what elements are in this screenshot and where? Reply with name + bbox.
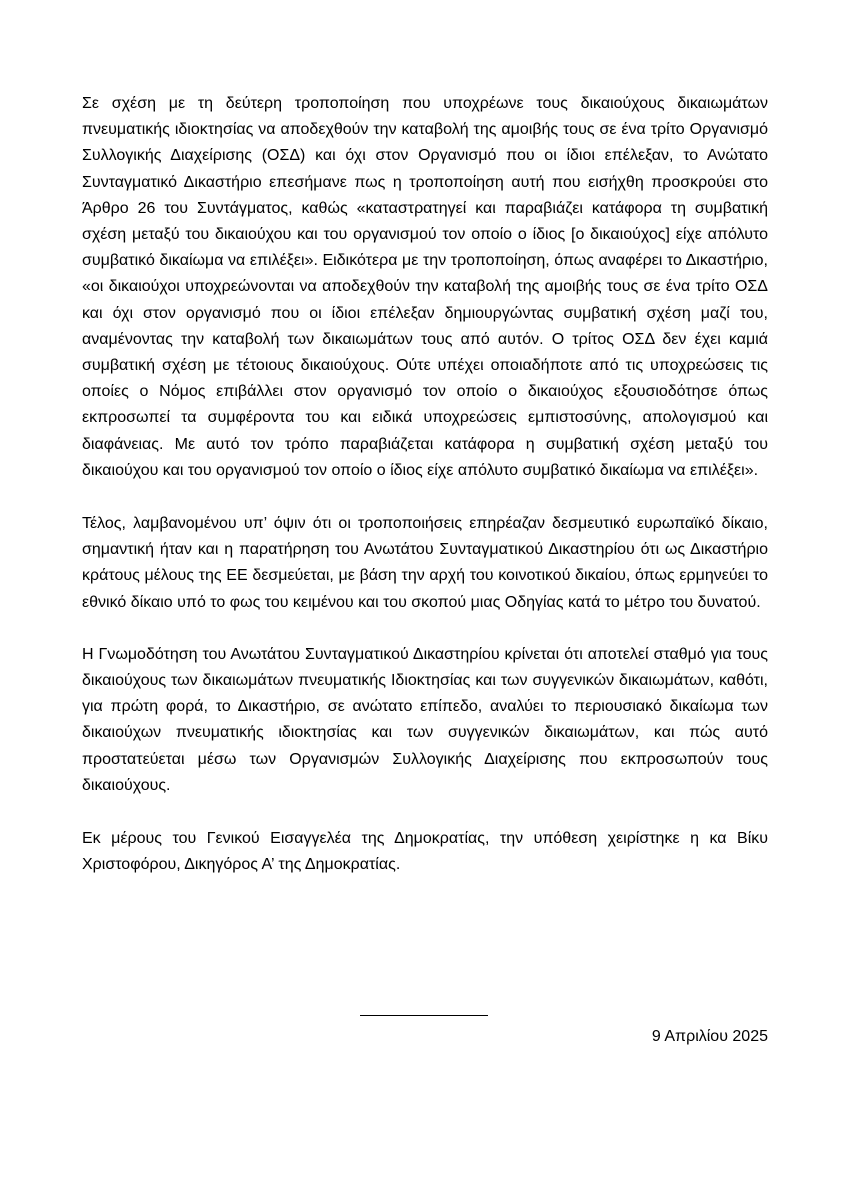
document-body (82, 91, 768, 878)
paragraph-eu-law: Τέλος, λαμβανομένου υπ’ όψιν ότι οι τροποποιήσεις επηρέαζαν δεσμευτικό ευρωπαϊκό δίκαιο, σημαντική ήταν και η παρατήρηση του Ανωτάτου Συνταγματικού Δικαστηρίου ότι ως Δικαστήριο κράτους μέλους της ΕΕ δεσμεύεται, με βάση την αρχή του κοινοτικού δικαίου, όπως ερμηνεύει το εθνικό δίκαιο υπό το φως του κειμένου και του σκοπού μιας Οδηγίας κατά το μέτρο του δυνατού. (82, 515, 768, 611)
paragraph-significance: Η Γνωμοδότηση του Ανωτάτου Συνταγματικού Δικαστηρίου κρίνεται ότι αποτελεί σταθμό για τους δικαιούχους των δικαιωμάτων πνευματικής Ιδιοκτησίας και των συγγενικών δικαιωμάτων, καθότι, για πρώτη φορά, το Δικαστήριο, σε ανώτατο επίπεδο, αναλύει το περιουσιακό δικαίωμα των δικαιούχων πνευματικής ιδιοκτησίας και των συγγενικών δικαιωμάτων, και πώς αυτό προστατεύεται μέσω των Οργανισμών Συλλογικής Διαχείρισης που εκπροσωπούν τους δικαιούχους. (82, 645, 768, 794)
paragraph-amendment-analysis: Σε σχέση με τη δεύτερη τροποποίηση που υποχρέωνε τους δικαιούχους δικαιωμάτων πνευματικής ιδιοκτησίας να αποδεχθούν την καταβολή της αμοιβής τους σε ένα τρίτο Οργανισμό Συλλογικής Διαχείρισης (ΟΣΔ) και όχι στον Οργανισμό που οι ίδιοι επέλεξαν, το Ανώτατο Συνταγματικό Δικαστήριο επεσήμανε πως η τροποποίηση αυτή που εισήχθη προσκρούει στο Άρθρο 26 του Συντάγματος, καθώς «καταστρατηγεί και παραβιάζει κατάφορα τη συμβατική σχέση μεταξύ του δικαιούχου και του οργανισμού τον οποίο ο ίδιος [ο δικαιούχος] είχε απόλυτο συμβατικό δικαίωμα να επιλέξει». Ειδικότερα με την τροποποίηση, όπως αναφέρει το Δικαστήριο, «οι δικαιούχοι υποχρεώνονται να αποδεχθούν την καταβολή της αμοιβής τους σε ένα τρίτο ΟΣΔ και όχι στον οργανισμό που οι ίδιοι επέλεξαν δημιουργώντας συμβατική σχέση μαζί του, αναμένοντας την καταβολή των δικαιωμάτων τους από αυτόν. Ο τρίτος ΟΣΔ δεν έχει καμιά συμβατική σχέση με τέτοιους δικαιούχους. Ούτε υπέχει οποιαδήποτε από τις υποχρεώσεις τις οποίες ο Νόμος επιβάλλει στον οργανισμό τον οποίο ο δικαιούχος εξουσιοδότησε όπως εκπροσωπεί τα συμφέροντα του και ειδικά υποχρεώσεις εμπιστοσύνης, απολογισμού και διαφάνειας. Με αυτό τον τρόπο παραβιάζεται κατάφορα η συμβατική σχέση μεταξύ του δικαιούχου και του οργανισμού τον οποίο ο ίδιος είχε απόλυτο συμβατικό δικαίωμα να επιλέξει». (82, 95, 768, 479)
document-date: 9 Απριλίου 2025 (651, 1028, 768, 1045)
paragraph-attorney: Εκ μέρους του Γενικού Εισαγγελέα της Δημοκρατίας, την υπόθεση χειρίστηκε η κα Βίκυ Χριστοφόρου, Δικηγόρος Α’ της Δημοκρατίας. (82, 830, 768, 874)
separator-line (360, 1015, 488, 1016)
